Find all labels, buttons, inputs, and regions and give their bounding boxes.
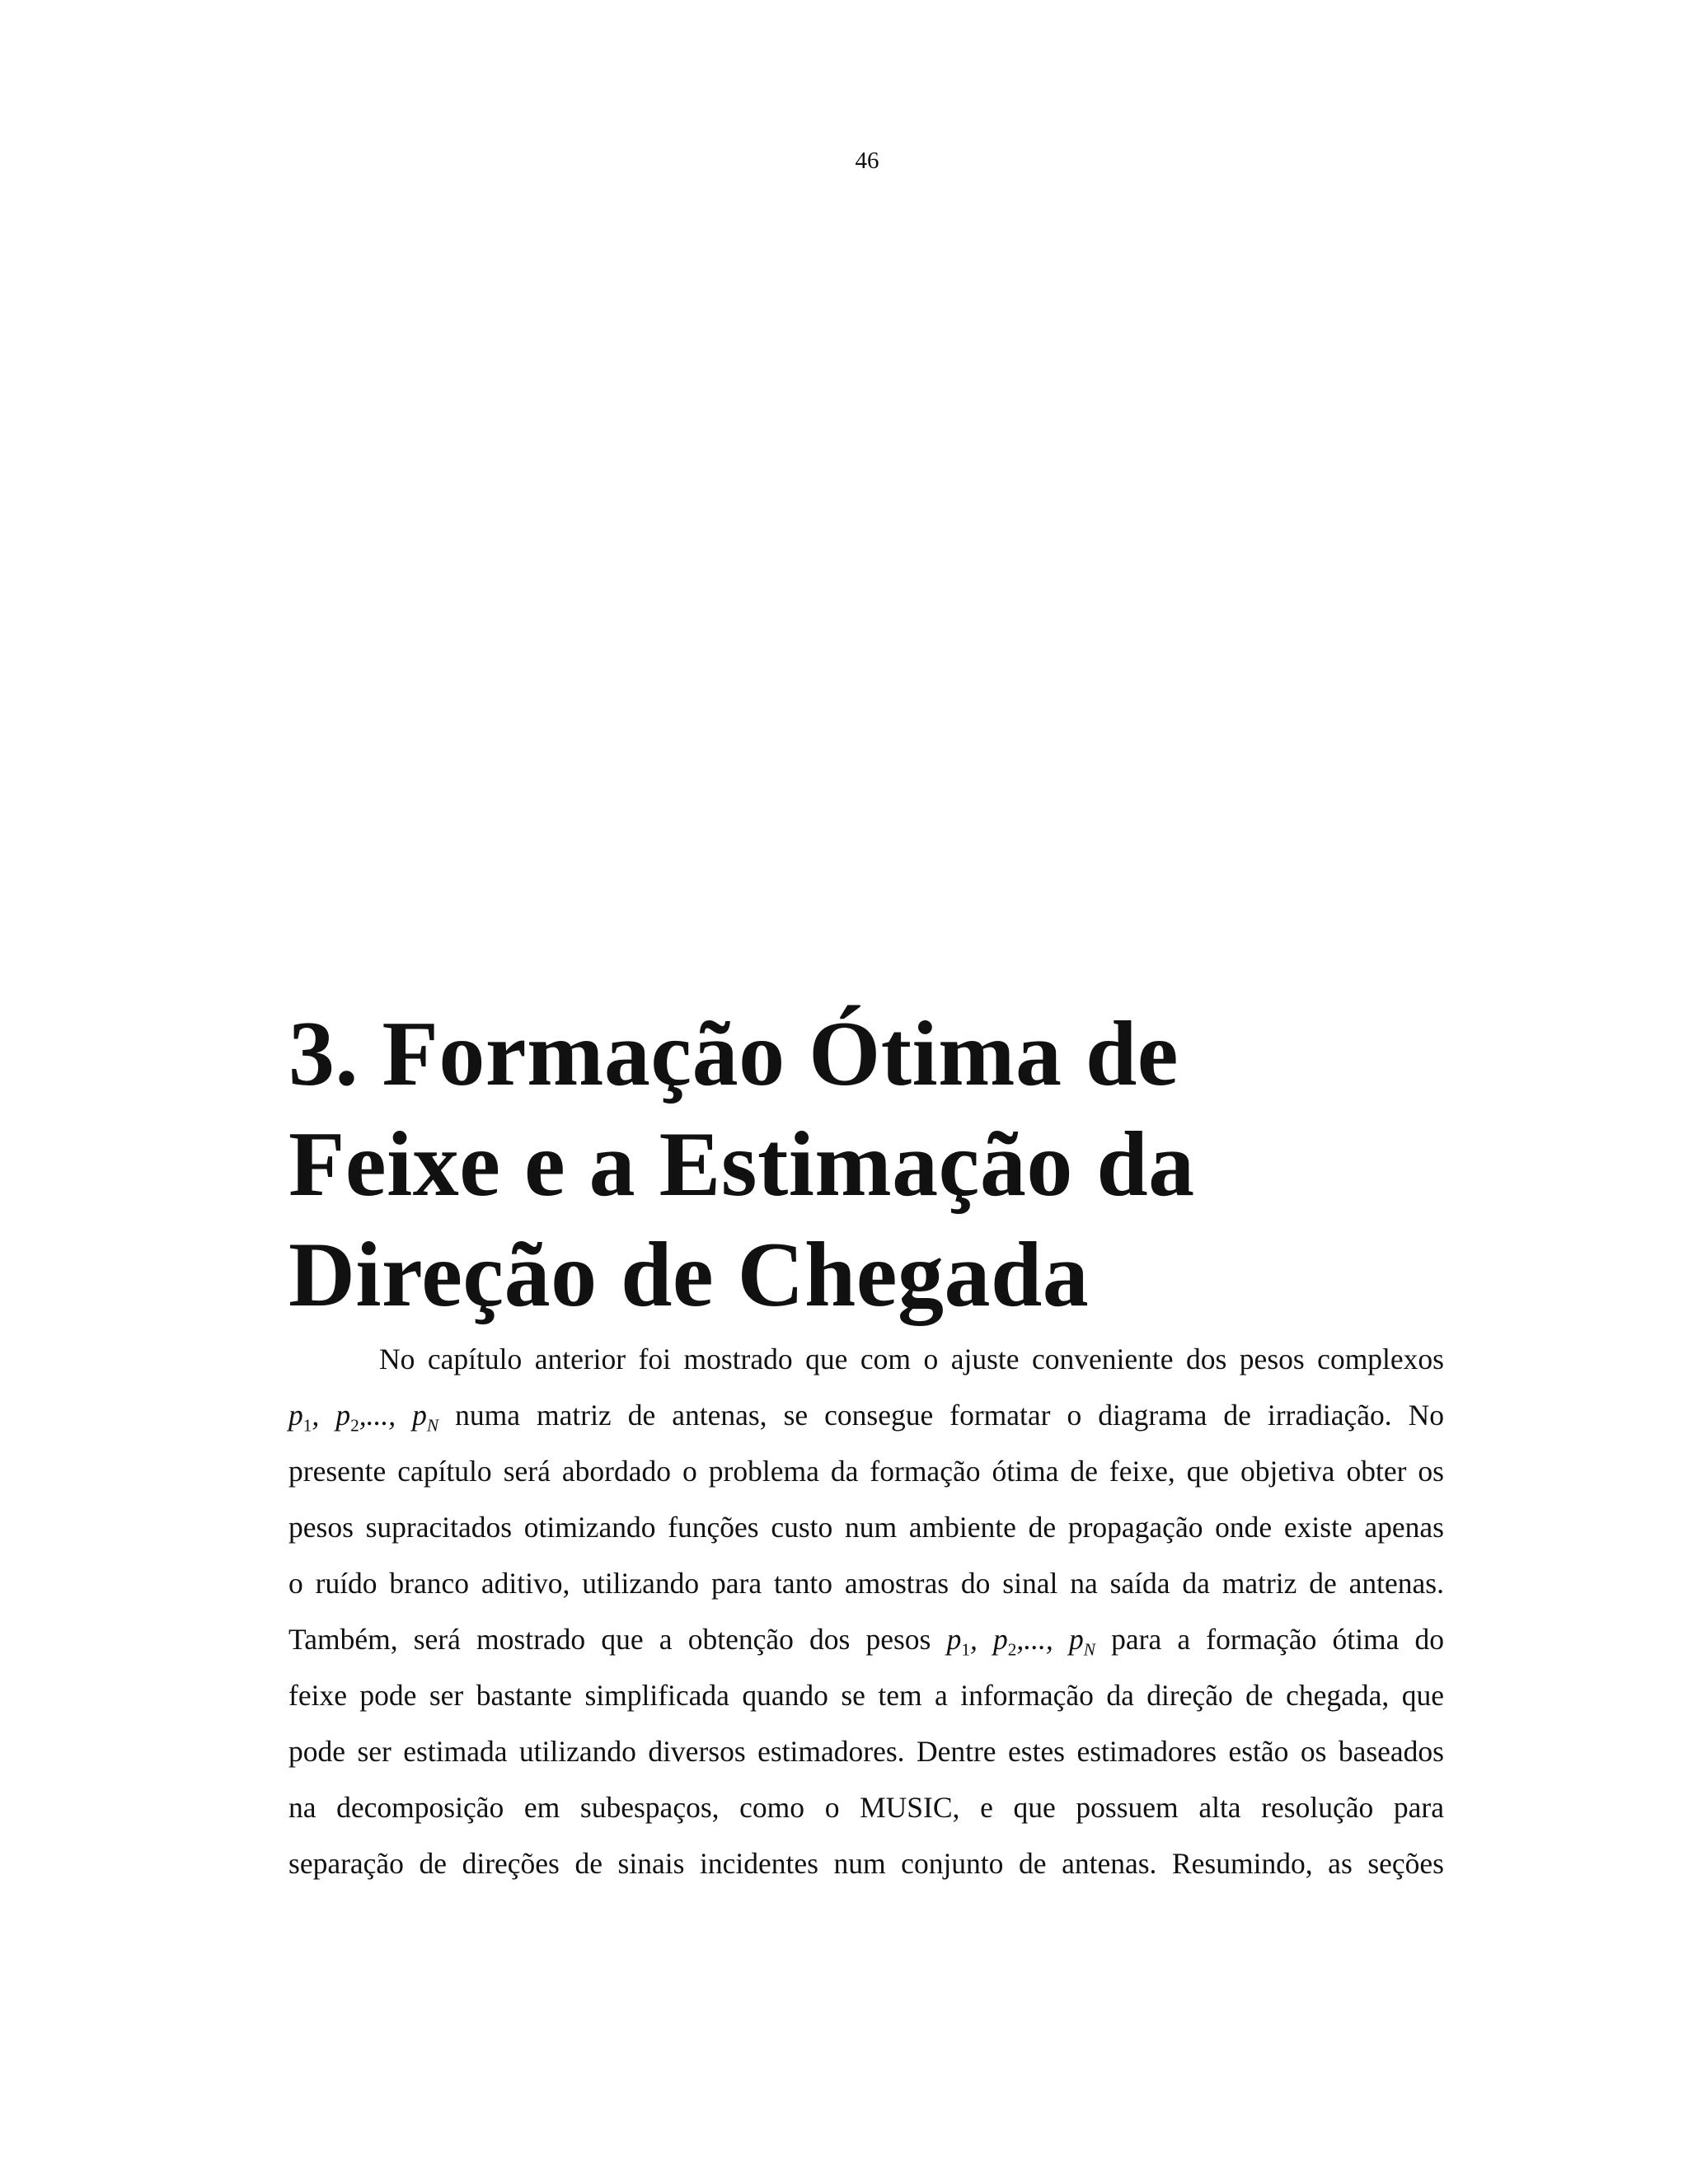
math-subscript: N (426, 1415, 439, 1436)
math-ellipsis: ,..., (1016, 1623, 1053, 1656)
paragraph-text: numa matriz de antenas, se consegue formatar o diagrama de irradiação. No (455, 1399, 1445, 1432)
paragraph-line: pode ser estimada utilizando diversos estimadores. Dentre estes estimadores estão os baseados (288, 1735, 1444, 1768)
chapter-title-line-1: 3. Formação Ótima de (288, 1003, 1179, 1105)
weights-expression (288, 1399, 439, 1436)
chapter-title-line-3: Direção de Chegada (288, 1224, 1090, 1326)
math-variable: p (946, 1623, 962, 1656)
paragraph-line (288, 1387, 1444, 1443)
math-subscript: 1 (302, 1415, 312, 1436)
chapter-title (288, 999, 1525, 1330)
page-number: 46 (855, 148, 879, 174)
paragraph-line: presente capítulo será abordado o problema da formação ótima de feixe, que objetiva obter os (288, 1455, 1444, 1488)
weights-expression (946, 1623, 1095, 1660)
math-subscript: 2 (1007, 1639, 1017, 1660)
body-paragraph (288, 1331, 1444, 1891)
math-variable: p (1068, 1623, 1084, 1656)
math-subscript: 2 (350, 1415, 359, 1436)
paragraph-line: na decomposição em subespaços, como o MUSIC, e que possuem alta resolução para (288, 1791, 1444, 1824)
chapter-title-line-2: Feixe e a Estimação da (288, 1113, 1195, 1216)
paragraph-line: pesos supracitados otimizando funções custo num ambiente de propagação onde existe apenas (288, 1511, 1444, 1544)
paragraph-line: o ruído branco aditivo, utilizando para tanto amostras do sinal na saída da matriz de antenas. (288, 1567, 1444, 1600)
math-variable: p (993, 1623, 1008, 1656)
math-variable: p (288, 1399, 303, 1432)
paragraph-line: No capítulo anterior foi mostrado que com o ajuste conveniente dos pesos complexos (379, 1343, 1444, 1376)
paragraph-line: feixe pode ser bastante simplificada quando se tem a informação da direção de chegada, que (288, 1679, 1444, 1712)
paragraph-line (288, 1611, 1444, 1667)
math-ellipsis: ,..., (359, 1399, 396, 1432)
math-subscript: N (1083, 1639, 1095, 1660)
paragraph-line: separação de direções de sinais incidentes num conjunto de antenas. Resumindo, as seções (288, 1847, 1444, 1880)
math-separator: , (969, 1623, 978, 1656)
math-separator: , (312, 1399, 320, 1432)
math-variable: p (412, 1399, 427, 1432)
math-subscript: 1 (961, 1639, 970, 1660)
math-variable: p (335, 1399, 351, 1432)
paragraph-text: Também, será mostrado que a obtenção dos pesos (288, 1623, 931, 1656)
paragraph-text: para a formação ótima do (1111, 1623, 1445, 1656)
